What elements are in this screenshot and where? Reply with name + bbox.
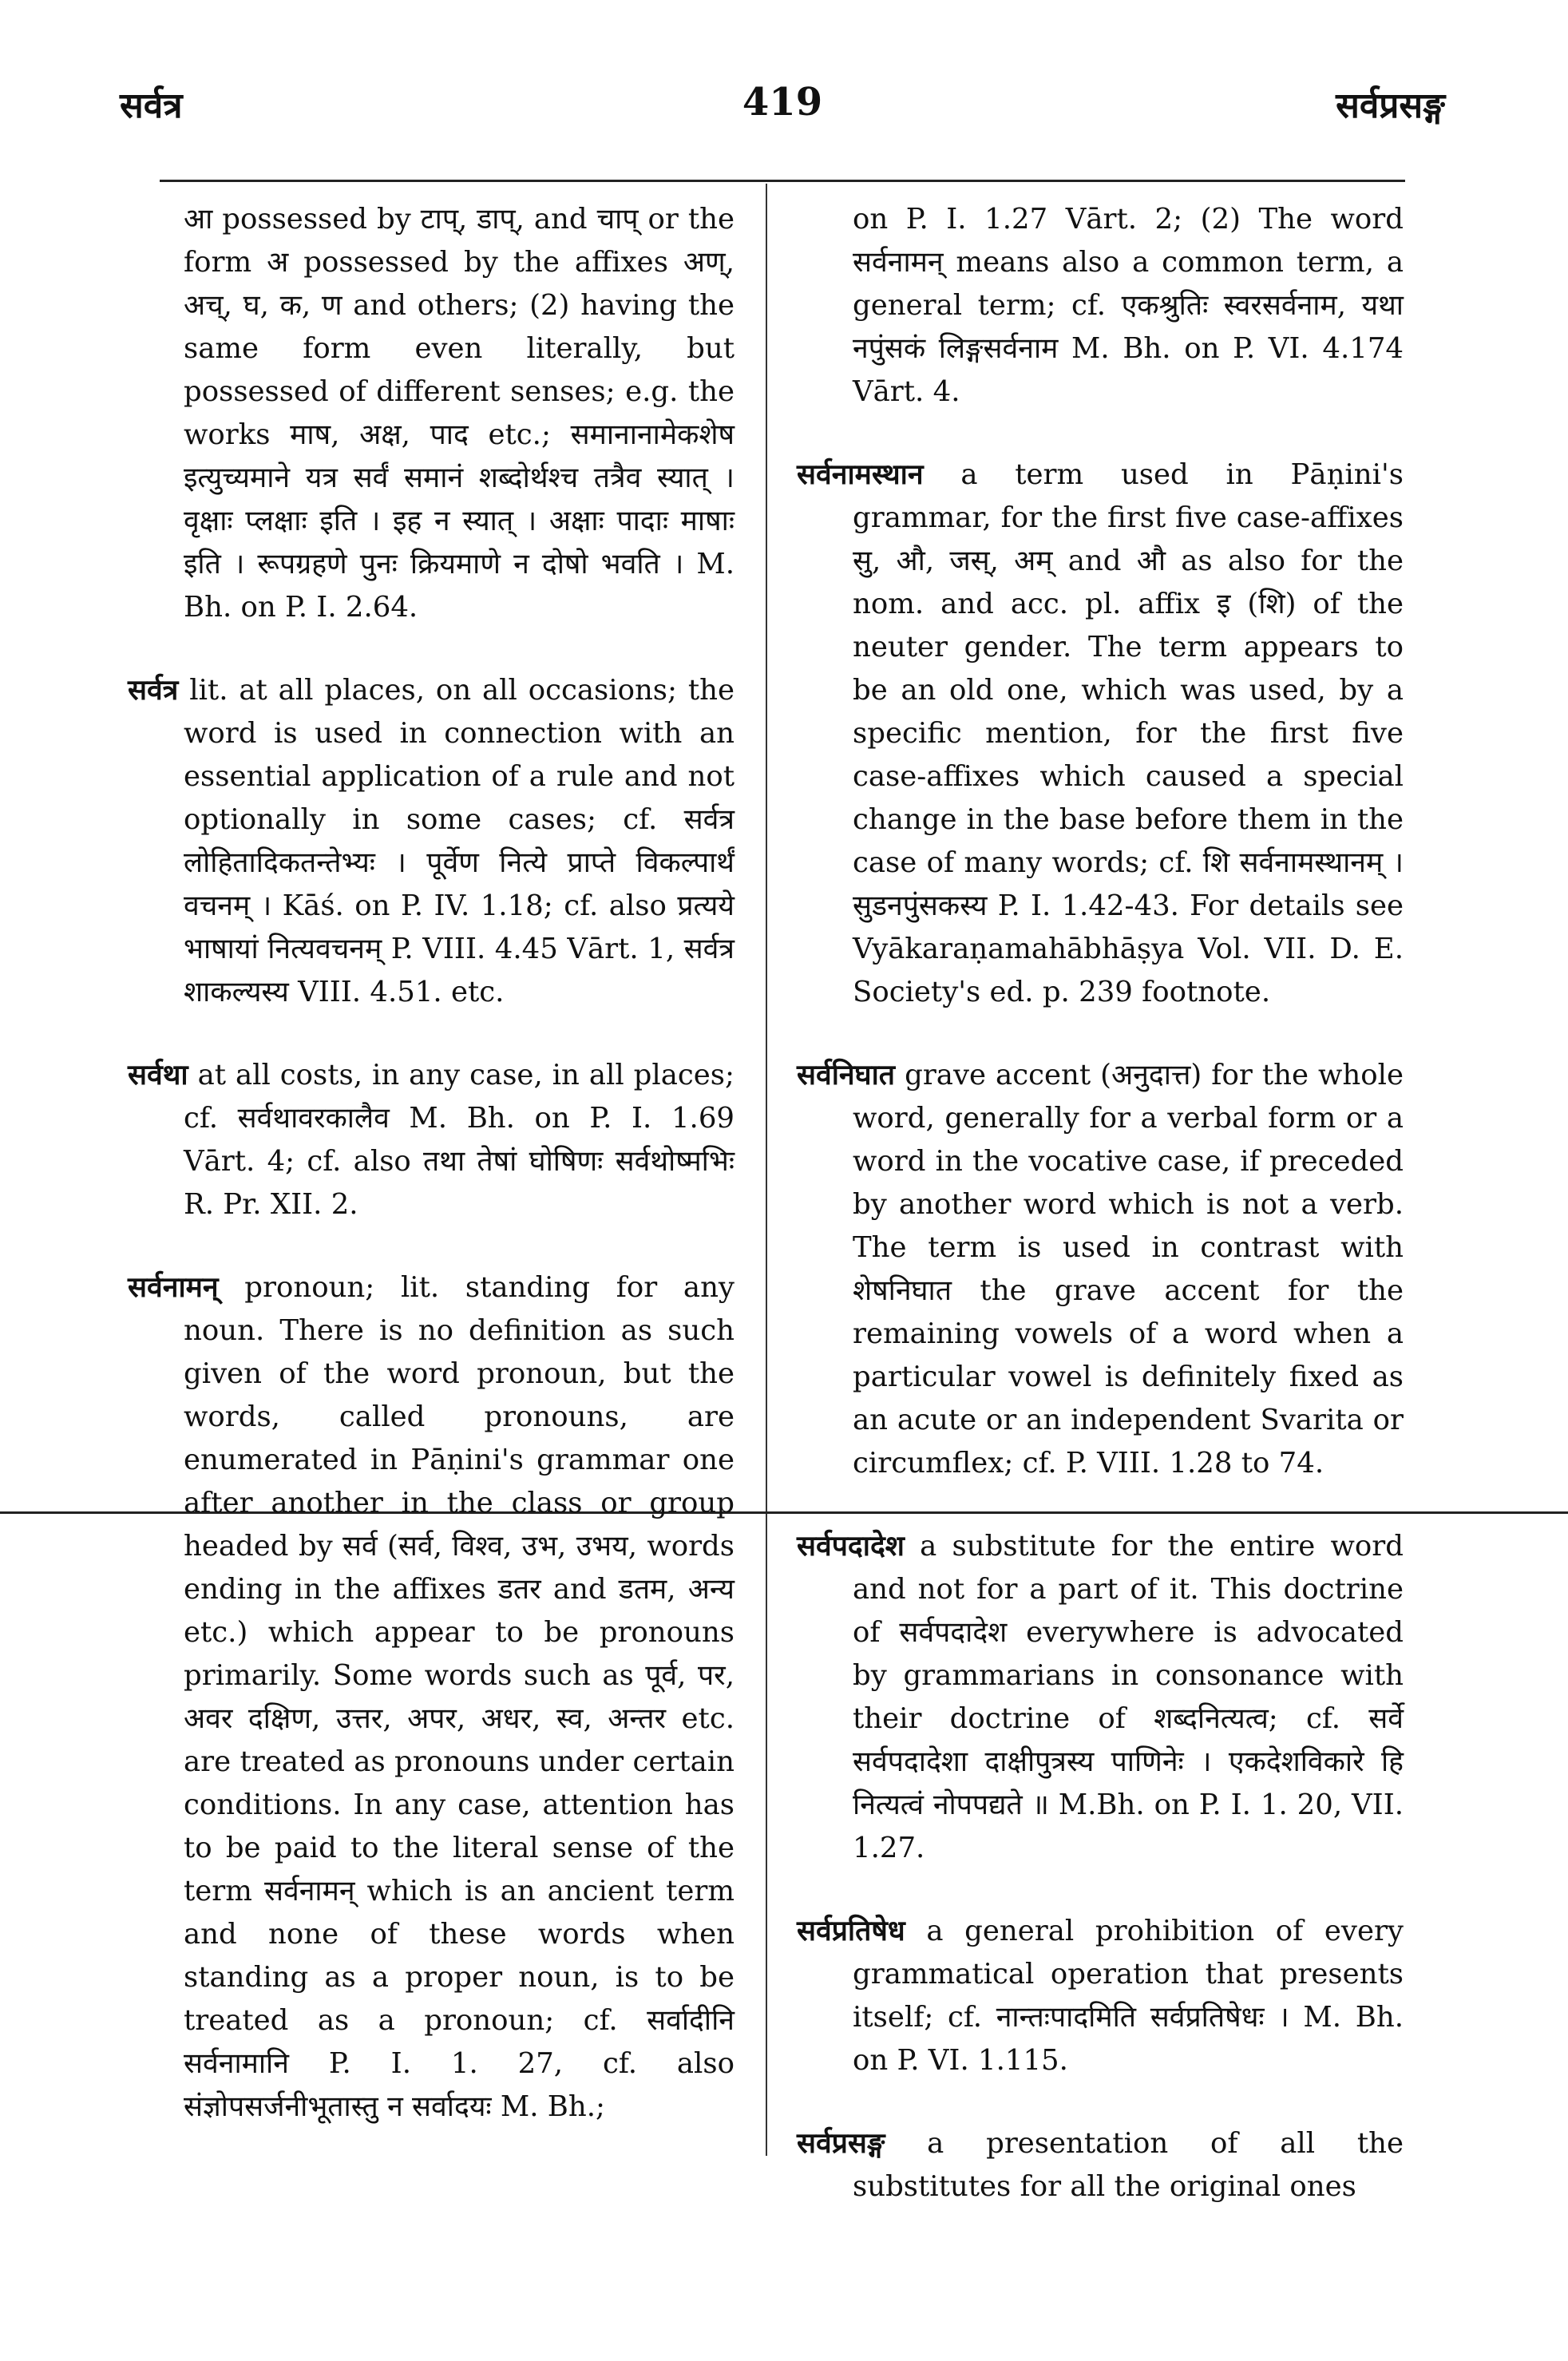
dictionary-entry	[128, 1266, 735, 2129]
page-header	[120, 80, 1445, 136]
entry-definition: pronoun; lit. standing for any noun. There is no definition as such given of the word pronoun, but the words, called pronouns, are enumerated in Pāṇini's grammar one after another in the class or group headed by सर्व (सर्व, विश्व, उभ, उभय, words ending in the affixes डतर and डतम, अन्य etc.) which appear to be pronouns primarily. Some words such as पूर्व, पर, अवर दक्षिण, उत्तर, अपर, अधर, स्व, अन्तर etc. are treated as pronouns under certain conditions. In any case, attention has to be paid to the literal sense of the term सर्वनामन् which is an ancient term and none of these words when standing as a proper noun, is to be treated as a pronoun; cf. सर्वादीनि सर्वनामानि P. I. 1. 27, cf. also संज्ञोपसर्जनीभूतास्तु न सर्वादयः M. Bh.;	[184, 1271, 735, 2123]
dictionary-entry	[797, 2122, 1404, 2208]
entry-definition: lit. at all places, on all occasions; the word is used in connection with an essential application of a rule and not optionally in some cases; cf. सर्वत्र लोहितादिकतन्तेभ्यः । पूर्वेण नित्ये प्राप्ते विकल्पार्थं वचनम् । Kāś. on P. IV. 1.18; cf. also प्रत्यये भाषायां नित्यवचनम् P. VIII. 4.45 Vārt. 1, सर्वत्र शाकल्यस्य VIII. 4.51. etc.	[184, 674, 735, 1008]
left-column	[128, 198, 735, 2169]
continued-entry-text: on P. I. 1.27 Vārt. 2; (2) The word सर्वनामन् means also a common term, a general term; cf. एकश्रुतिः स्वरसर्वनाम, यथा नपुंसकं लिङ्गसर्वनाम M. Bh. on P. VI. 4.174 Vārt. 4.	[853, 203, 1404, 408]
entry-headword: सर्वनिघात	[797, 1059, 896, 1091]
header-right-word: सर्वप्रसङ्ग	[1336, 85, 1445, 126]
dictionary-entry	[128, 669, 735, 1014]
column-divider	[766, 184, 767, 2156]
right-column	[797, 198, 1404, 2248]
page-number: 419	[742, 80, 823, 125]
entry-headword: सर्वत्र	[128, 674, 179, 707]
dictionary-entry	[128, 1054, 735, 1226]
entry-definition: a presentation of all the substitutes for all the original ones	[853, 2127, 1404, 2203]
dictionary-entry	[797, 454, 1404, 1014]
dictionary-entry	[797, 1054, 1404, 1485]
header-left-word: सर्वत्र	[120, 85, 183, 126]
entry-headword: सर्वनामन्	[128, 1271, 219, 1304]
entry-definition: a general prohibition of every grammatical operation that presents itself; cf. नान्तःपादमिति सर्वप्रतिषेधः । M. Bh. on P. VI. 1.115.	[853, 1915, 1404, 2077]
entry-definition: grave accent (अनुदात्त) for the whole word, generally for a verbal form or a word in the vocative case, if preceded by another word which is not a verb. The term is used in contrast with शेषनिघात the grave accent for the remaining vowels of a word when a particular vowel is definitely fixed as an acute or an independent Svarita or circumflex; cf. P. VIII. 1.28 to 74.	[853, 1059, 1404, 1480]
entry-definition: a term used in Pāṇini's grammar, for the first five case-affixes सु, औ, जस्, अम् and औ as also for the nom. and acc. pl. affix इ (शि) of the neuter gender. The term appears to be an old one, which was used, by a specific mention, for the first five case-affixes which caused a special change in the base before them in the case of many words; cf. शि सर्वनामस्थानम् । सुडनपुंसकस्य P. I. 1.42-43. For details see Vyākaraṇamahābhāṣya Vol. VII. D. E. Society's ed. p. 239 footnote.	[853, 458, 1404, 1008]
entry-definition: a substitute for the entire word and not for a part of it. This doctrine of सर्वपदादेश everywhere is advocated by grammarians in consonance with their doctrine of शब्दनित्यत्व; cf. सर्वे सर्वपदादेशा दाक्षीपुत्रस्य पाणिनेः । एकदेशविकारे हि नित्यत्वं नोपपद्यते ॥ M.Bh. on P. I. 1. 20, VII. 1.27.	[853, 1530, 1404, 1864]
entry-definition: at all costs, in any case, in all places; cf. सर्वथावरकालैव M. Bh. on P. I. 1.69 Vārt. 4; cf. also तथा तेषां घोषिणः सर्वथोष्मभिः R. Pr. XII. 2.	[184, 1059, 735, 1221]
entry-headword: सर्वनामस्थान	[797, 458, 924, 491]
entry-headword: सर्वपदादेश	[797, 1530, 905, 1563]
entry-headword: सर्वप्रसङ्ग	[797, 2127, 885, 2160]
dictionary-entry	[797, 1525, 1404, 1870]
entry-headword: सर्वप्रतिषेध	[797, 1915, 905, 1947]
entry-headword: सर्वथा	[128, 1059, 188, 1091]
continued-entry-text: आ possessed by टाप्, डाप्, and चाप् or the form अ possessed by the affixes अण्, अच्, घ, क, ण and others; (2) having the same form even literally, but possessed of different senses; e.g. the works माष, अक्ष, पाद etc.; समानानामेकशेष इत्युच्यमाने यत्र सर्वं समानं शब्दोर्थश्च तत्रैव स्यात् । वृक्षाः प्लक्षाः इति । इह न स्यात् । अक्षाः पादाः माषाः इति । रूपग्रहणे पुनः क्रियमाणे न दोषो भवति । M. Bh. on P. I. 2.64.	[184, 203, 735, 624]
dictionary-entry	[797, 1910, 1404, 2082]
header-rule	[160, 180, 1405, 182]
